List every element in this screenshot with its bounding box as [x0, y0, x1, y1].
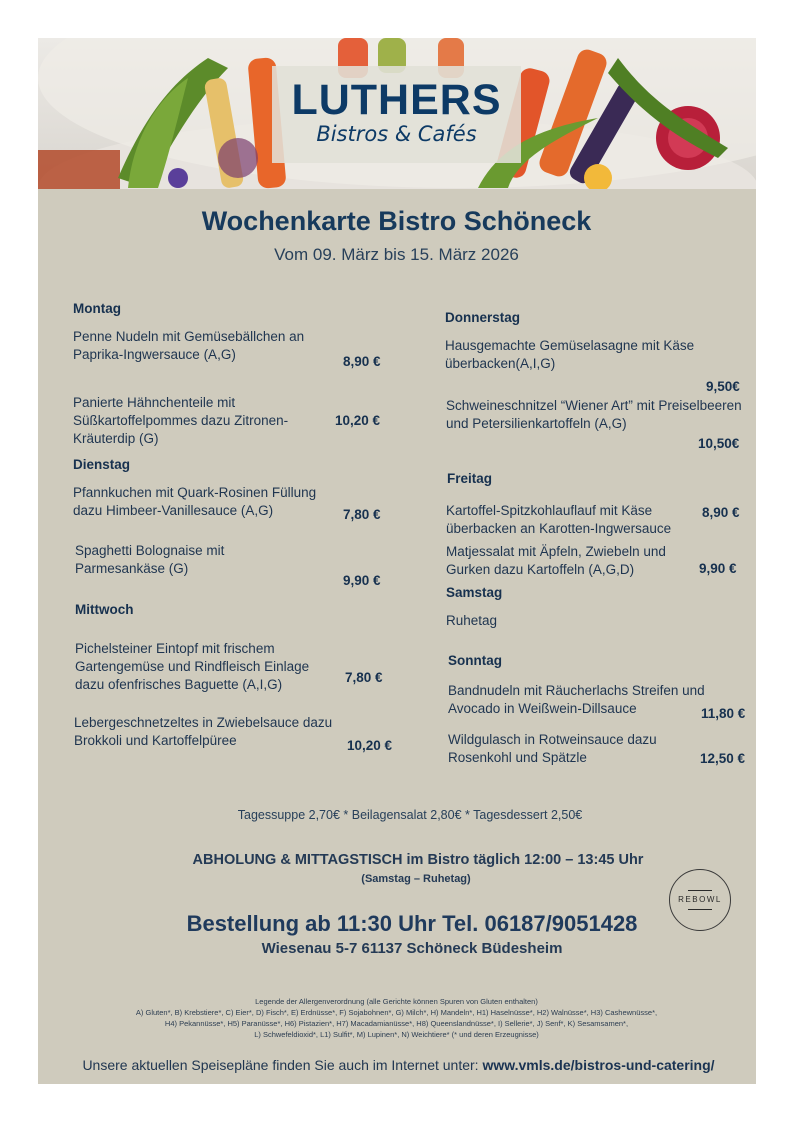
dish-price: 9,50€	[706, 379, 740, 394]
dish-name: Matjessalat mit Äpfeln, Zwiebeln und Gurken dazu Kartoffeln (A,G,D)	[446, 544, 666, 577]
allergen-heading: Legende der Allergenverordnung (alle Gerichte können Spuren von Gluten enthalten)	[255, 997, 538, 1006]
dish-price: 7,80 €	[345, 670, 383, 685]
dish-name: Pichelsteiner Eintopf mit frischem Gartengemüse und Rindfleisch Einlage dazu ofenfrisches Baguette (A,I,G)	[75, 641, 310, 692]
menu-title: Wochenkarte Bistro Schöneck	[201, 206, 592, 236]
dish-name: Wildgulasch in Rotweinsauce dazu Rosenkohl und Spätzle	[448, 732, 657, 765]
dish-price: 12,50 €	[700, 751, 746, 766]
dish-price: 9,90 €	[343, 573, 381, 588]
rebowl-logo-text: REBOWL	[678, 895, 722, 904]
dish-price: 7,80 €	[343, 507, 381, 522]
menu-date-range: Vom 09. März bis 15. März 2026	[274, 245, 519, 264]
address: Wiesenau 5-7 61137 Schöneck Büdesheim	[261, 940, 563, 957]
day-heading-samstag: Samstag	[446, 585, 503, 600]
dish-price: 9,90 €	[699, 561, 737, 576]
dish-price: 8,90 €	[702, 505, 740, 520]
dish-name: Schweineschnitzel “Wiener Art” mit Preiselbeeren und Petersilienkartoffeln (A,G)	[446, 398, 742, 431]
allergen-line: H4) Pekannüsse*, H5) Paranüsse*, H6) Pistazien*, H7) Macadamianüsse*, H8) Queenslandnüsse*, I) Sellerie*, J) Senf*, K) Sesamsamen*,	[164, 1019, 629, 1028]
footer-url-link[interactable]: www.vmls.de/bistros-und-catering/	[482, 1057, 715, 1073]
pickup-info: ABHOLUNG & MITTAGSTISCH im Bistro täglich 12:00 – 13:45 Uhr	[192, 852, 644, 868]
dish-name: Kartoffel-Spitzkohlauflauf mit Käse überbacken an Karotten-Ingwersauce	[446, 503, 672, 536]
logo-line	[688, 890, 712, 891]
footer	[0, 1057, 793, 1073]
dish-name: Bandnudeln mit Räucherlachs Streifen und Avocado in Weißwein-Dillsauce	[448, 683, 705, 716]
dish-price: 10,20 €	[347, 738, 393, 753]
brand-logo	[272, 66, 521, 163]
dish-name: Ruhetag	[446, 613, 498, 628]
dish-price: 8,90 €	[343, 354, 381, 369]
brand-subtitle: Bistros & Cafés	[316, 122, 477, 146]
dish-name: Penne Nudeln mit Gemüsebällchen an Paprika-Ingwersauce (A,G)	[73, 329, 305, 362]
dish-name: Pfannkuchen mit Quark-Rosinen Füllung dazu Himbeer-Vanillesauce (A,G)	[73, 485, 317, 518]
day-heading-dienstag: Dienstag	[73, 457, 131, 472]
allergen-line: A) Gluten*, B) Krebstiere*, C) Eier*, D) Fisch*, E) Erdnüsse*, F) Sojabohnen*, G) Milch*, H) Mandeln*, H1) Haselnüsse*, H2) Walnüsse*, H3) Cashewnüsse*,	[135, 1008, 658, 1017]
day-heading-freitag: Freitag	[447, 471, 493, 486]
extras-line: Tagessuppe 2,70€ * Beilagensalat 2,80€ * Tagesdessert 2,50€	[237, 808, 583, 822]
dish-name: Lebergeschnetzeltes in Zwiebelsauce dazu Brokkoli und Kartoffelpüree	[74, 715, 333, 748]
brand-title: LUTHERS	[291, 76, 502, 124]
day-heading-donnerstag: Donnerstag	[445, 310, 521, 325]
day-heading-mittwoch: Mittwoch	[75, 602, 134, 617]
dish-name: Panierte Hähnchenteile mit Süßkartoffelpommes dazu Zitronen-Kräuterdip (G)	[73, 395, 289, 446]
dish-name: Spaghetti Bolognaise mit Parmesankäse (G)	[75, 543, 225, 576]
dish-price: 10,50€	[698, 436, 740, 451]
day-heading-sonntag: Sonntag	[448, 653, 502, 668]
dish-price: 11,80 €	[701, 706, 746, 721]
day-heading-montag: Montag	[73, 301, 121, 316]
logo-line	[688, 909, 712, 910]
pickup-note: (Samstag – Ruhetag)	[361, 873, 471, 885]
allergen-line: L) Schwefeldioxid*, L1) Sulfit*, M) Lupinen*, N) Weichtiere* (* und deren Erzeugnisse)	[254, 1030, 539, 1039]
dish-name: Hausgemachte Gemüselasagne mit Käse überbacken(A,I,G)	[445, 338, 695, 371]
footer-text: Unsere aktuellen Speisepläne finden Sie auch im Internet unter:	[82, 1057, 479, 1073]
order-phone: Bestellung ab 11:30 Uhr Tel. 06187/9051428	[186, 911, 638, 936]
dish-price: 10,20 €	[335, 413, 381, 428]
